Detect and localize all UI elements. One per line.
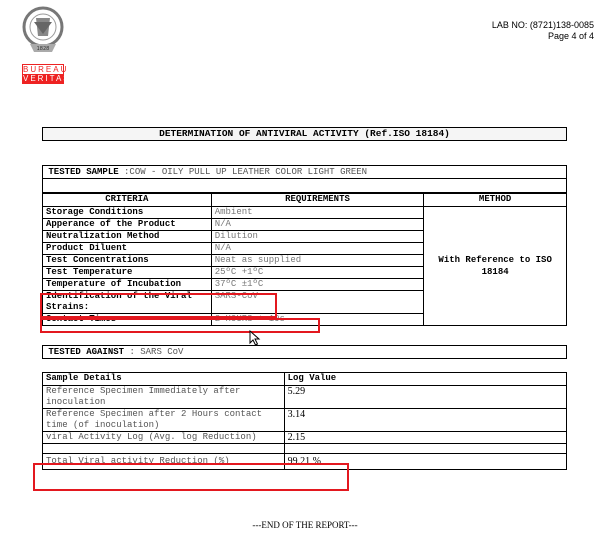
sample-detail-cell: Reference Specimen after 2 Hours contact time (of inoculation) xyxy=(43,409,285,432)
requirement-cell: 37ºC ±1ºC xyxy=(211,279,424,291)
criteria-cell: Contact Times xyxy=(43,314,212,326)
seal-icon xyxy=(22,6,64,62)
tested-against-value: : SARS CoV xyxy=(129,347,184,357)
criteria-cell: Identification of the Viral Strains: xyxy=(43,291,212,314)
requirement-cell: Dilution xyxy=(211,231,424,243)
criteria-header: CRITERIA xyxy=(43,194,212,207)
brand-word-bottom: VERITAS xyxy=(23,74,71,83)
log-value-header: Log Value xyxy=(284,373,566,386)
requirement-cell: N/A xyxy=(211,243,424,255)
requirements-header: REQUIREMENTS xyxy=(211,194,424,207)
spacer-row xyxy=(42,179,567,193)
bureau-veritas-logo xyxy=(22,6,71,84)
criteria-cell: Temperature of Incubation xyxy=(43,279,212,291)
tested-sample-row xyxy=(42,165,567,179)
criteria-cell: Test Concentrations xyxy=(43,255,212,267)
page-number: Page 4 of 4 xyxy=(547,31,594,41)
highlight-total-reduction xyxy=(33,463,349,491)
sample-detail-cell: viral Activity Log (Avg. log Reduction) xyxy=(43,432,285,444)
log-value-table xyxy=(42,372,567,470)
sample-detail-cell: Reference Specimen Immediately after inoculation xyxy=(43,386,285,409)
table-row xyxy=(43,409,567,432)
tested-sample-value: :COW - OILY PULL UP LEATHER COLOR LIGHT GREEN xyxy=(124,167,368,177)
requirement-cell: 25ºC +1ºC xyxy=(211,267,424,279)
requirement-cell: SARS-CoV xyxy=(211,291,424,314)
log-header-row xyxy=(43,373,567,386)
sample-details-header: Sample Details xyxy=(43,373,285,386)
lab-number: LAB NO: (8721)138-0085 xyxy=(491,20,594,30)
requirement-cell: Neat as supplied xyxy=(211,255,424,267)
mouse-cursor-icon xyxy=(249,330,261,346)
tested-sample-label: TESTED SAMPLE xyxy=(48,167,119,177)
criteria-header-row xyxy=(43,194,567,207)
log-value-cell: 3.14 xyxy=(284,409,566,432)
table-row xyxy=(43,432,567,444)
requirement-cell: 2 HOURS + 10s xyxy=(211,314,424,326)
log-value-cell: 5.29 xyxy=(284,386,566,409)
seal-year: 1828 xyxy=(36,46,50,52)
highlight-contact-times xyxy=(40,318,320,333)
criteria-cell: Storage Conditions xyxy=(43,207,212,219)
table-row xyxy=(43,207,567,219)
report-title: DETERMINATION OF ANTIVIRAL ACTIVITY (Ref.ISO 18184) xyxy=(42,127,567,141)
criteria-cell: Test Temperature xyxy=(43,267,212,279)
report-footer: ---END OF THE REPORT--- xyxy=(252,520,358,530)
method-cell: With Reference to ISO 18184 xyxy=(424,207,567,326)
criteria-cell: Product Diluent xyxy=(43,243,212,255)
criteria-cell: Apperance of the Product xyxy=(43,219,212,231)
brand-word-top: BUREAU xyxy=(23,65,69,74)
spacer-row xyxy=(43,444,567,454)
tested-against-row xyxy=(42,345,567,359)
tested-against-label: TESTED AGAINST xyxy=(48,347,125,357)
requirement-cell: Ambient xyxy=(211,207,424,219)
table-row xyxy=(43,386,567,409)
report-header xyxy=(492,20,594,42)
log-value-cell: 2.15 xyxy=(284,432,566,444)
criteria-cell: Neutralization Method xyxy=(43,231,212,243)
total-detail-cell: Total Viral activity Reduction (%) xyxy=(43,454,285,470)
requirement-cell: N/A xyxy=(211,219,424,231)
method-header: METHOD xyxy=(424,194,567,207)
total-value-cell: 99.21 % xyxy=(284,454,566,470)
highlight-viral-strains xyxy=(40,293,277,318)
